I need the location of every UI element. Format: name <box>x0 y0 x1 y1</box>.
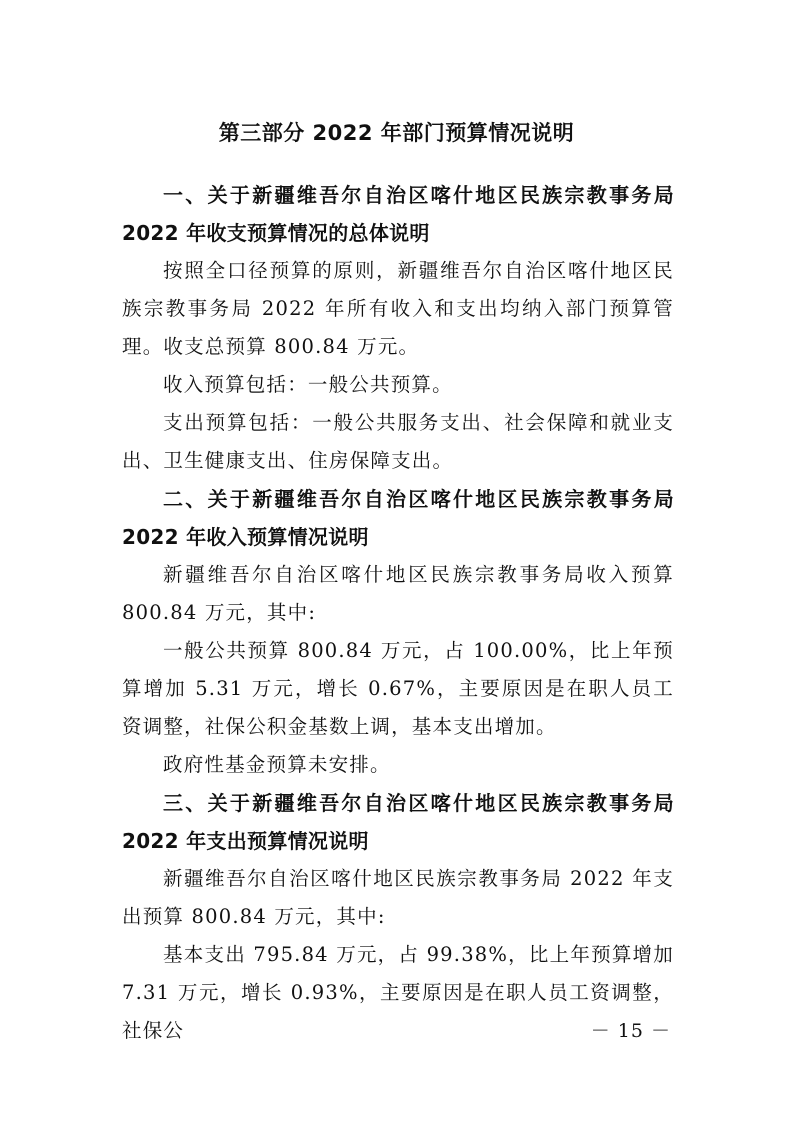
paragraph: 基本支出 795.84 万元，占 99.38%，比上年预算增加 7.31 万元，增长 0.93%，主要原因是在职人员工资调整，社保公 <box>122 943 674 1042</box>
page-title: 第三部分 2022 年部门预算情况说明 <box>218 121 575 146</box>
page-number: － 15 － <box>590 1020 671 1042</box>
paragraph: 按照全口径预算的原则，新疆维吾尔自治区喀什地区民族宗教事务局 2022 年所有收入和支出均纳入部门预算管理。收支总预算 800.84 万元。 <box>122 259 674 358</box>
section-heading-2: 二、关于新疆维吾尔自治区喀什地区民族宗教事务局2022 年收入预算情况说明 <box>122 487 674 549</box>
paragraph: 新疆维吾尔自治区喀什地区民族宗教事务局 2022 年支出预算 800.84 万元，其中: <box>122 867 674 928</box>
paragraph: 新疆维吾尔自治区喀什地区民族宗教事务局收入预算 800.84 万元，其中: <box>122 563 674 624</box>
paragraph: 收入预算包括：一般公共预算。 <box>163 373 453 396</box>
paragraph: 支出预算包括：一般公共服务支出、社会保障和就业支出、卫生健康支出、住房保障支出。 <box>122 411 674 472</box>
paragraph: 政府性基金预算未安排。 <box>163 753 391 776</box>
section-heading-3: 三、关于新疆维吾尔自治区喀什地区民族宗教事务局2022 年支出预算情况说明 <box>122 791 674 853</box>
paragraph: 一般公共预算 800.84 万元，占 100.00%，比上年预算增加 5.31 万元，增长 0.67%，主要原因是在职人员工资调整，社保公积金基数上调，基本支出增加。 <box>122 639 674 738</box>
section-heading-1: 一、关于新疆维吾尔自治区喀什地区民族宗教事务局2022 年收支预算情况的总体说明 <box>122 183 674 245</box>
document-body <box>122 176 674 1050</box>
